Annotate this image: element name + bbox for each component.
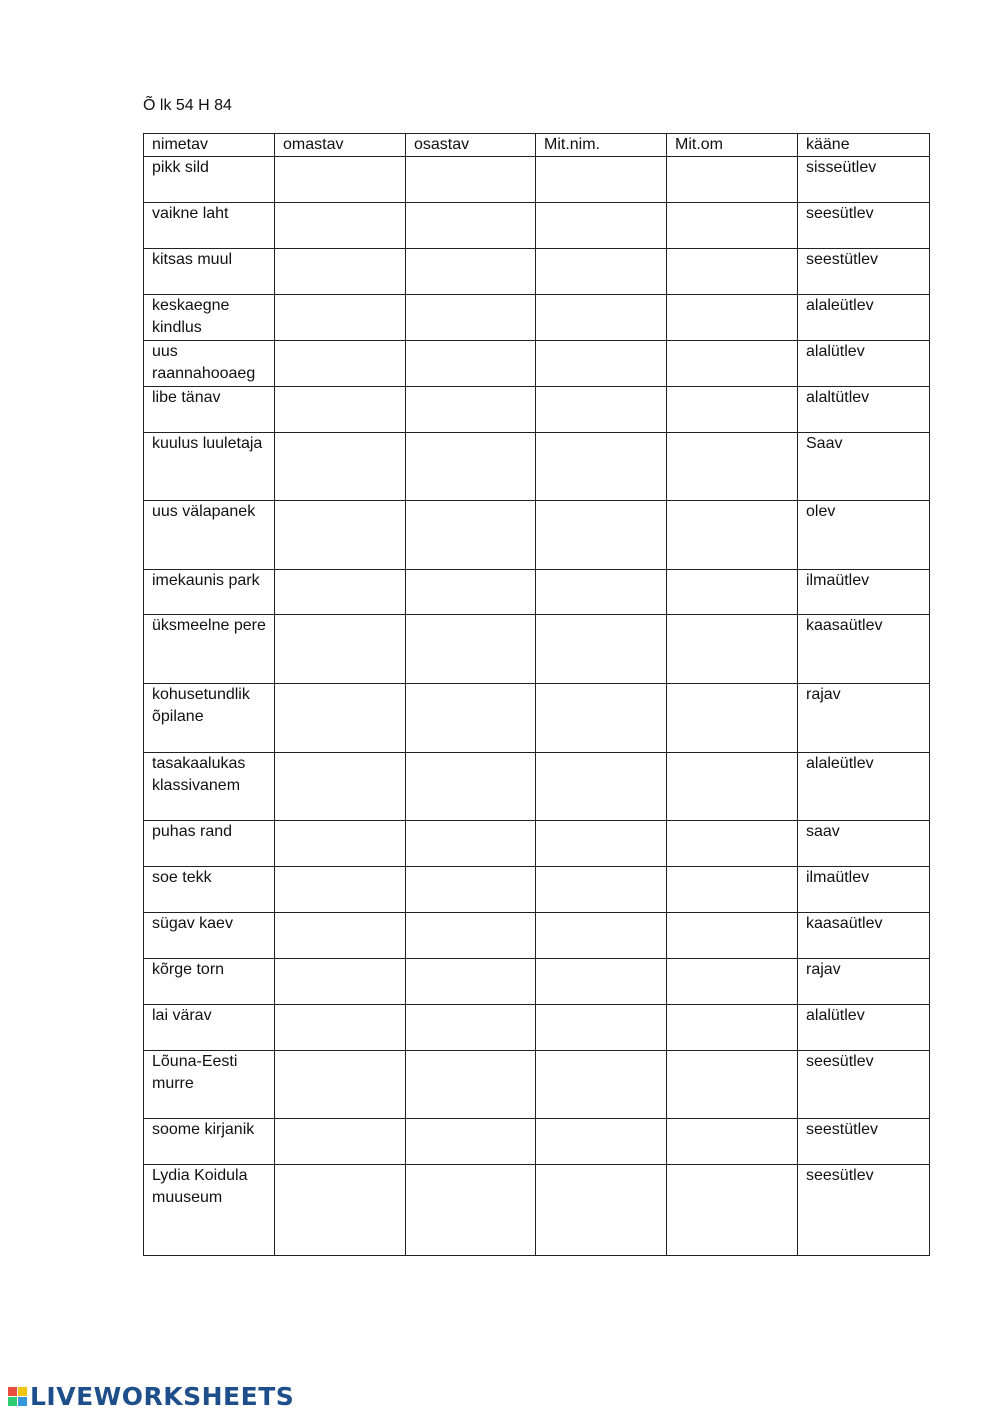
cell-nimetav: üksmeelne pere bbox=[144, 615, 275, 684]
cell-omastav-input[interactable] bbox=[275, 684, 406, 753]
cell-kaane: seesütlev bbox=[798, 203, 930, 249]
cell-nimetav: tasakaalukas klassivanem bbox=[144, 753, 275, 821]
table-row bbox=[144, 684, 930, 753]
cell-mit-nim-input[interactable] bbox=[536, 1005, 667, 1051]
cell-osastav-input[interactable] bbox=[406, 753, 536, 821]
cell-mit-om-input[interactable] bbox=[667, 341, 798, 387]
cell-osastav-input[interactable] bbox=[406, 821, 536, 867]
table-row bbox=[144, 433, 930, 501]
cell-mit-nim-input[interactable] bbox=[536, 387, 667, 433]
cell-mit-nim-input[interactable] bbox=[536, 157, 667, 203]
cell-mit-nim-input[interactable] bbox=[536, 249, 667, 295]
cell-mit-om-input[interactable] bbox=[667, 249, 798, 295]
cell-kaane: rajav bbox=[798, 684, 930, 753]
worksheet-table bbox=[143, 133, 930, 1256]
cell-kaane: Saav bbox=[798, 433, 930, 501]
cell-mit-om-input[interactable] bbox=[667, 753, 798, 821]
cell-nimetav: libe tänav bbox=[144, 387, 275, 433]
cell-mit-nim-input[interactable] bbox=[536, 867, 667, 913]
cell-osastav-input[interactable] bbox=[406, 501, 536, 570]
cell-nimetav: pikk sild bbox=[144, 157, 275, 203]
cell-omastav-input[interactable] bbox=[275, 1119, 406, 1165]
cell-omastav-input[interactable] bbox=[275, 913, 406, 959]
cell-mit-nim-input[interactable] bbox=[536, 433, 667, 501]
header-mit-nim: Mit.nim. bbox=[536, 134, 667, 157]
page-title: Õ lk 54 H 84 bbox=[143, 97, 232, 114]
table-row bbox=[144, 913, 930, 959]
cell-osastav-input[interactable] bbox=[406, 1119, 536, 1165]
header-mit-om: Mit.om bbox=[667, 134, 798, 157]
cell-nimetav: soe tekk bbox=[144, 867, 275, 913]
cell-nimetav: uus raannahooaeg bbox=[144, 341, 275, 387]
header-kaane: kääne bbox=[798, 134, 930, 157]
cell-kaane: seesütlev bbox=[798, 1051, 930, 1119]
table-row bbox=[144, 341, 930, 387]
cell-kaane: rajav bbox=[798, 959, 930, 1005]
cell-mit-om-input[interactable] bbox=[667, 1119, 798, 1165]
cell-kaane: kaasaütlev bbox=[798, 913, 930, 959]
cell-nimetav: soome kirjanik bbox=[144, 1119, 275, 1165]
cell-kaane: alalütlev bbox=[798, 341, 930, 387]
cell-kaane: alaleütlev bbox=[798, 753, 930, 821]
cell-nimetav: kuulus luuletaja bbox=[144, 433, 275, 501]
cell-mit-nim-input[interactable] bbox=[536, 684, 667, 753]
cell-omastav-input[interactable] bbox=[275, 295, 406, 341]
liveworksheets-logo-icon bbox=[8, 1387, 27, 1406]
table-row bbox=[144, 753, 930, 821]
table-row bbox=[144, 203, 930, 249]
table-row bbox=[144, 570, 930, 615]
cell-omastav-input[interactable] bbox=[275, 867, 406, 913]
cell-omastav-input[interactable] bbox=[275, 341, 406, 387]
cell-omastav-input[interactable] bbox=[275, 157, 406, 203]
cell-kaane: kaasaütlev bbox=[798, 615, 930, 684]
cell-omastav-input[interactable] bbox=[275, 1005, 406, 1051]
cell-mit-nim-input[interactable] bbox=[536, 501, 667, 570]
cell-mit-om-input[interactable] bbox=[667, 433, 798, 501]
cell-mit-om-input[interactable] bbox=[667, 684, 798, 753]
cell-nimetav: Lõuna-Eesti murre bbox=[144, 1051, 275, 1119]
cell-omastav-input[interactable] bbox=[275, 1051, 406, 1119]
table-row bbox=[144, 1005, 930, 1051]
table-row bbox=[144, 1119, 930, 1165]
cell-omastav-input[interactable] bbox=[275, 387, 406, 433]
cell-osastav-input[interactable] bbox=[406, 433, 536, 501]
cell-omastav-input[interactable] bbox=[275, 501, 406, 570]
cell-osastav-input[interactable] bbox=[406, 1051, 536, 1119]
cell-kaane: ilmaütlev bbox=[798, 570, 930, 615]
cell-mit-om-input[interactable] bbox=[667, 959, 798, 1005]
cell-nimetav: vaikne laht bbox=[144, 203, 275, 249]
cell-osastav-input[interactable] bbox=[406, 959, 536, 1005]
cell-nimetav: imekaunis park bbox=[144, 570, 275, 615]
header-omastav: omastav bbox=[275, 134, 406, 157]
cell-omastav-input[interactable] bbox=[275, 433, 406, 501]
table-row bbox=[144, 501, 930, 570]
cell-kaane: seesütlev bbox=[798, 1165, 930, 1256]
cell-osastav-input[interactable] bbox=[406, 249, 536, 295]
cell-osastav-input[interactable] bbox=[406, 913, 536, 959]
cell-nimetav: puhas rand bbox=[144, 821, 275, 867]
cell-mit-nim-input[interactable] bbox=[536, 1119, 667, 1165]
cell-osastav-input[interactable] bbox=[406, 203, 536, 249]
cell-mit-nim-input[interactable] bbox=[536, 341, 667, 387]
table-row bbox=[144, 1051, 930, 1119]
table-row bbox=[144, 295, 930, 341]
header-nimetav: nimetav bbox=[144, 134, 275, 157]
cell-mit-om-input[interactable] bbox=[667, 157, 798, 203]
cell-osastav-input[interactable] bbox=[406, 1165, 536, 1256]
cell-nimetav: uus välapanek bbox=[144, 501, 275, 570]
table-row bbox=[144, 867, 930, 913]
cell-mit-nim-input[interactable] bbox=[536, 1051, 667, 1119]
cell-mit-om-input[interactable] bbox=[667, 295, 798, 341]
cell-mit-nim-input[interactable] bbox=[536, 570, 667, 615]
cell-mit-nim-input[interactable] bbox=[536, 1165, 667, 1256]
cell-mit-nim-input[interactable] bbox=[536, 203, 667, 249]
cell-kaane: saav bbox=[798, 821, 930, 867]
cell-omastav-input[interactable] bbox=[275, 249, 406, 295]
cell-kaane: seestütlev bbox=[798, 1119, 930, 1165]
cell-kaane: alaltütlev bbox=[798, 387, 930, 433]
table-row bbox=[144, 615, 930, 684]
cell-mit-nim-input[interactable] bbox=[536, 295, 667, 341]
cell-mit-om-input[interactable] bbox=[667, 821, 798, 867]
cell-nimetav: kitsas muul bbox=[144, 249, 275, 295]
cell-omastav-input[interactable] bbox=[275, 753, 406, 821]
cell-nimetav: sügav kaev bbox=[144, 913, 275, 959]
cell-osastav-input[interactable] bbox=[406, 684, 536, 753]
cell-mit-om-input[interactable] bbox=[667, 387, 798, 433]
cell-kaane: seestütlev bbox=[798, 249, 930, 295]
cell-kaane: ilmaütlev bbox=[798, 867, 930, 913]
cell-mit-nim-input[interactable] bbox=[536, 959, 667, 1005]
cell-mit-om-input[interactable] bbox=[667, 615, 798, 684]
cell-mit-nim-input[interactable] bbox=[536, 753, 667, 821]
liveworksheets-logo bbox=[8, 1381, 294, 1411]
logo-text: LIVEWORKSHEETS bbox=[30, 1381, 295, 1411]
cell-mit-om-input[interactable] bbox=[667, 1165, 798, 1256]
cell-kaane: alalütlev bbox=[798, 1005, 930, 1051]
cell-omastav-input[interactable] bbox=[275, 1165, 406, 1256]
table-row bbox=[144, 1165, 930, 1256]
cell-osastav-input[interactable] bbox=[406, 570, 536, 615]
cell-osastav-input[interactable] bbox=[406, 341, 536, 387]
cell-mit-nim-input[interactable] bbox=[536, 615, 667, 684]
cell-mit-om-input[interactable] bbox=[667, 501, 798, 570]
cell-nimetav: kohusetundlik õpilane bbox=[144, 684, 275, 753]
table-row bbox=[144, 821, 930, 867]
cell-kaane: sisseütlev bbox=[798, 157, 930, 203]
cell-osastav-input[interactable] bbox=[406, 867, 536, 913]
table-row bbox=[144, 959, 930, 1005]
table-row bbox=[144, 249, 930, 295]
cell-nimetav: lai värav bbox=[144, 1005, 275, 1051]
cell-mit-nim-input[interactable] bbox=[536, 913, 667, 959]
cell-kaane: alaleütlev bbox=[798, 295, 930, 341]
cell-kaane: olev bbox=[798, 501, 930, 570]
table-row bbox=[144, 387, 930, 433]
cell-mit-om-input[interactable] bbox=[667, 1005, 798, 1051]
cell-osastav-input[interactable] bbox=[406, 1005, 536, 1051]
cell-osastav-input[interactable] bbox=[406, 615, 536, 684]
cell-omastav-input[interactable] bbox=[275, 203, 406, 249]
cell-omastav-input[interactable] bbox=[275, 615, 406, 684]
cell-nimetav: keskaegne kindlus bbox=[144, 295, 275, 341]
cell-mit-om-input[interactable] bbox=[667, 1051, 798, 1119]
cell-omastav-input[interactable] bbox=[275, 959, 406, 1005]
cell-mit-om-input[interactable] bbox=[667, 203, 798, 249]
cell-osastav-input[interactable] bbox=[406, 387, 536, 433]
header-osastav: osastav bbox=[406, 134, 536, 157]
cell-nimetav: kõrge torn bbox=[144, 959, 275, 1005]
cell-osastav-input[interactable] bbox=[406, 295, 536, 341]
cell-mit-om-input[interactable] bbox=[667, 913, 798, 959]
header-row bbox=[144, 134, 930, 157]
cell-mit-om-input[interactable] bbox=[667, 867, 798, 913]
cell-mit-nim-input[interactable] bbox=[536, 821, 667, 867]
cell-omastav-input[interactable] bbox=[275, 821, 406, 867]
cell-mit-om-input[interactable] bbox=[667, 570, 798, 615]
cell-nimetav: Lydia Koidula muuseum bbox=[144, 1165, 275, 1256]
table-row bbox=[144, 157, 930, 203]
cell-osastav-input[interactable] bbox=[406, 157, 536, 203]
cell-omastav-input[interactable] bbox=[275, 570, 406, 615]
